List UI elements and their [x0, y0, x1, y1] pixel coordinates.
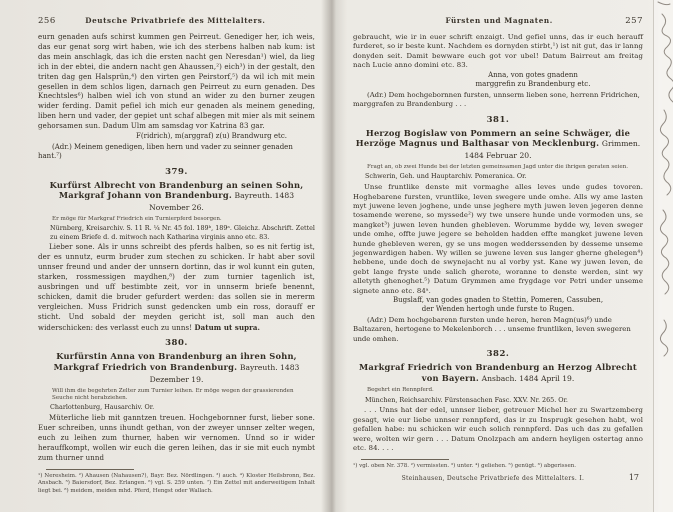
letter-381-signature-line2: der Wenden hertogh unde furste to Rugen.: [421, 305, 575, 314]
letter-379-regest: Er möge für Markgraf Friedrich ein Turnierpferd besorgen.: [52, 215, 222, 222]
letter-382-heading: [355, 362, 641, 384]
page-gutter-shadow: [321, 0, 347, 512]
letter-380-place-date: Bayreuth. 1483 Dezember 19.: [149, 363, 300, 384]
letter-382-body: . . . Unns hat der edel, unnser lieber, getreuer Michel her zu Swartzemberg gesagt, wie eur liebe unnser rennpferd, das ir zu Insprugk gesehen habt, wol gefallen habe: nu schicken wir euch solich rennpferd. Das uch das zu gefallen were, wolten wir gern . . . Datum Onolzpach am andern heyligen ostertag anno etc. 84. . . .: [353, 406, 643, 452]
letter-381: [353, 115, 643, 345]
running-header-left: [38, 16, 315, 26]
letter-382-source: München, Reichsarchiv. Fürstensachen Fasc. XXV. Nr. 265. Or.: [365, 395, 568, 404]
letter-379-place-date: Bayreuth. 1483 November 26.: [149, 191, 295, 212]
letter-381-signature-line1: Bugslaff, van godes gnaden to Stettin, Pomeren, Cassuben,: [392, 295, 604, 304]
letter-380-number: 380.: [165, 338, 188, 349]
letter-379: [38, 167, 315, 334]
letter-380-address-text: (Adr.) Dem hochgebornnen fursten, unnserm lieben sone, herrenn Fridrichen, marggrafen zu Brandenburg . . .: [353, 90, 640, 109]
letter-379-datum: Datum ut supra.: [194, 322, 261, 332]
letter-381-regest: Fragt an, ob zwei Hunde bei der letzten gemeinsamen Jagd unter die ihrigen geraten seien.: [367, 163, 629, 170]
volume-colophon: Steinhausen, Deutsche Privatbriefe des Mittelalters. I.: [401, 475, 585, 483]
letter-382-title: Markgraf Friedrich von Brandenburg an Herzog Albrecht von Bayern.: [359, 362, 637, 384]
letter-379-heading: [40, 180, 313, 214]
footnotes-left: [38, 469, 315, 495]
letter-379-title: Kurfürst Albrecht von Brandenburg an seinen Sohn, Markgraf Johann von Brandenburg.: [49, 179, 304, 201]
page-left: [0, 0, 321, 512]
letter-381-place-date: Grimmen. 1484 Februar 20.: [464, 139, 641, 160]
letter-381-address: [353, 316, 643, 345]
running-header-right: [353, 16, 643, 26]
letter-380-continuation: gebraucht, wie ir in euer schrift enzaigt. Und gefiel unns, das ir euch herauff furderet, so ir beste kunt. Nachdem es dornyden stirbt,¹) ist nit gut, das ir lanng donyden seit. Damit bewware euch got vor ubel! Datum Bairreut am freitag nach Lucie anno domini etc. 83.: [353, 33, 643, 70]
handwritten-marginalia-icon: [654, 0, 673, 512]
letter-378-address-text: (Adr.) Meinem genedigen, liben hern und vader zu seinner genaden hant.⁷): [38, 142, 293, 161]
letter-380-signature-line1: Anna, von gotes gnadenn: [488, 70, 578, 79]
letter-381-heading: [355, 128, 641, 162]
letter-381-body: Unse fruntlike denste mit vormaghe alles leves unde gudes tovoren. Hoghebarene fursten, vruntlike, leven swegere unde omhe. Alls wy ame lasten myt juwene leven joghene, unde unse jeghere myth juwen leven jegeren denne tosamende werene, so myssede²) wy twe unsere hunde unde vormoden uns, se mangket³) juwen leven hunden ghebleven. Worumme bydde wy, leven sweger unde omhe, offte juwe jegere se beholden hadden effte mangket juwene leven hunde ghebleven weren, gy se uns mogen wedderssenden by desseme unseme jegenwardigen haben. Wy willen se juwene leven sus langer gherne ghelegen⁴) hebbene, unde doch de swynejacht nu al vorby yst. Kane wy juwen leven, de gebt lange fryste unde salich gherote, woranne to denste werden, sint wy alletyth ghenoghet.⁵) Datum Grymmen ame frygdage vor Petri under unseme signete anno etc. 84ᵃ.: [353, 183, 643, 295]
letter-378-signature: F(ridrich), m(arggraf) z(u) Brandwurg etc.: [136, 132, 287, 141]
letter-380-heading: [40, 351, 313, 385]
page-number-left: 256: [38, 16, 56, 26]
letter-382-number: 382.: [486, 349, 510, 360]
letter-380-regest: Will ihm die begehrten Zelter zum Turnier leihen. Er möge wegen der grassierenden Seuche nicht herabziehen.: [52, 387, 294, 401]
letter-381-address-text: (Adr.) Dem hochgebarenn fursten unde heren, heren Magn(us)⁶) unde Baltazaren, hertogene to Mekelenborch . . . unseme fruntliken, leven swegeren unde omhen.: [353, 315, 631, 343]
footnote-rule-left: [46, 469, 134, 470]
letter-378-continuation: eurn genaden aufs schirst kummen gen Peirreut. Genediger her, ich weis, das eur genat sorg wirt haben, wie ich des sterbens halben nab kum: ist das mein anschlagk, das ich die ersten nacht gen Neresdan¹) wiel, da lieg ich in der ebtei, die andern nacht gen Ahaussen,²) eich³) in der gestalt, den triten dag gen Halsprün,⁴) den virten gen Peirstorf,⁵) da wil ich mit mein gesellen in dem schlos ligen, darnach gen Peirreut zu eurn genaden. Des Knechtsles⁶) halben wiel ich von stund an wider zu den burner zeugen wider ferding. Damit pefiel ich mich eur genaden als meinem geneding, liben hern und vader, der gepiet unt schaf albegen mit mier als mit seinem gehorsamen sun. Dadum Ulm am samsdag vor Katrina 83 gar.: [38, 33, 315, 131]
footnotes-left-text: ¹) Neresheim. ²) Ahausen (Nahausen?), Bayr. Bez. Nördlingen. ³) auch. ⁴) Kloster Heilsbronn, Bez. Ansbach. ⁵) Baiersdorf, Bez. Erlangen. ⁶) vgl. S. 259 unten. ⁷) Ein Zettel mit anderweitigem Inhalt liegt bei. ⁸) meidem, meiden mhd. Pferd, Hengst oder Wallach.: [38, 472, 315, 494]
letter-380-signature-line2: marggrefin zu Brandenburg etc.: [475, 80, 591, 89]
letter-382-regest: Begehrt ein Rennpferd.: [367, 387, 434, 394]
letter-381-source: Schwerin, Geh. und Hauptarchiv. Pomeranica. Or.: [365, 172, 527, 181]
letter-380-body: Müterliche lieb mit ganntzen treuen. Hochgebornner furst, lieber sone. Euer schreiben, unns ihundt gethan, von der zweyer unnser zelter wegen, euch zu leihen zum thurner, haben wir vernomen. Unnd so ir wider herauffkompt, wollen wir euch die geren leihen, das ir sie mit euch nymbt zum thurner unnd: [38, 413, 315, 462]
running-title-left: Deutsche Privatbriefe des Mittelalters.: [85, 16, 266, 25]
letter-382: [353, 349, 643, 453]
letter-380-title: Kurfürstin Anna von Brandenburg an ihren Sohn, Markgraf Friedrich von Brandenburg.: [53, 351, 297, 372]
page-right: [347, 0, 653, 512]
footnote-rule-right: [361, 459, 449, 460]
letter-382-place-date: Ansbach. 1484 April 19.: [481, 374, 575, 384]
letter-379-body: [38, 243, 315, 333]
letter-379-number: 379.: [165, 166, 188, 177]
signature-sheet-number: 17: [628, 473, 639, 483]
running-title-right: Fürsten und Magnaten.: [445, 16, 553, 25]
letter-381-number: 381.: [486, 114, 510, 125]
letter-380: [38, 338, 315, 463]
scan-right-margin: [653, 0, 673, 512]
footnotes-right: [353, 459, 643, 470]
footnotes-right-text: ¹) vgl. oben Nr. 378. ²) vermissten. ³) unter. ⁴) geliehen. ⁵) genügt. ⁶) abgerissen.: [353, 462, 576, 469]
letter-380-address: [353, 91, 643, 110]
page-number-right: 257: [625, 16, 643, 26]
letter-381-title: Herzog Bogislaw von Pommern an seine Schwäger, die Herzöge Magnus und Balthasar von Mecklenburg.: [355, 127, 631, 149]
letter-380-source: Charlottenburg, Hausarchiv. Or.: [50, 403, 155, 412]
letter-379-source: Nürnberg, Kreisarchiv. S. 11 R. ¼ Nr. 45 fol. 189ᵇ, 189ᵃ. Gleichz. Abschrift. Zettel zu einem Briefe d. d. mitwoch nach Katharina virginis anno etc. 83.: [50, 224, 315, 241]
letter-378-address: [38, 143, 315, 162]
letter-379-body-text: Lieber sone. Als ir unns schreibt des pferds halben, so es nit fertig ist, der es unnutz, eurm bruder zum stechen zu schicken. Ir habt aber sovil unnser freund und ander der unnsern dortinn, das ir wol kunnt ein guten, starken, rossmessigen maydhen,⁸) der zum turnier tagenlich ist, ausbringen und uff bestimbte zeit, vor in unnserm briefe benennt, schicken, damit die bruder gefurdert werden: das sollen sie in mererm vergleichen. Muss Fridrich sunst gedencken umb ein ross, dorauff er sticht. Und sobald der meyden gericht ist, soll man auch den widerschicken: des verlasst euch zu unns!: [38, 243, 315, 332]
colophon-row: [353, 473, 643, 482]
